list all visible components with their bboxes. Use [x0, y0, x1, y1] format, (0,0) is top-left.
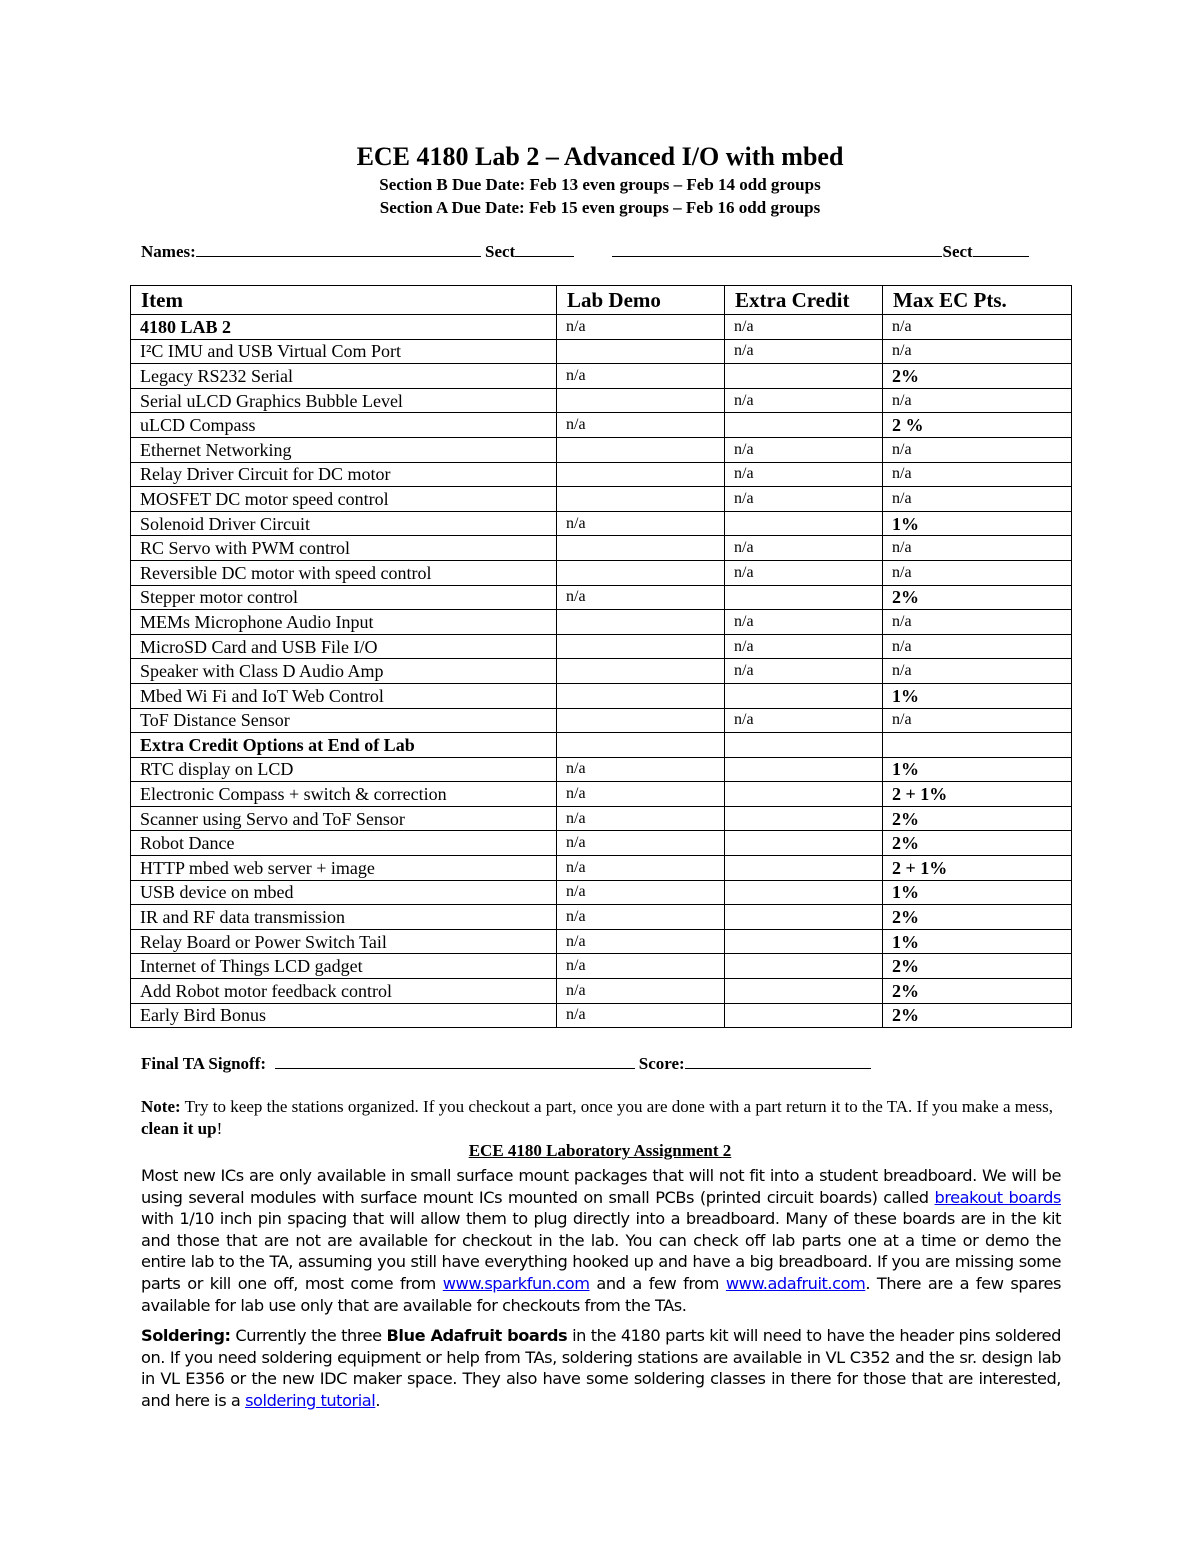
cell-item: MEMs Microphone Audio Input: [131, 610, 557, 635]
cell-max-ec-pts: n/a: [883, 634, 1072, 659]
cell-max-ec-pts: n/a: [883, 462, 1072, 487]
cell-item: Serial uLCD Graphics Bubble Level: [131, 388, 557, 413]
cell-extra-credit: [725, 585, 883, 610]
assignment-heading: ECE 4180 Laboratory Assignment 2: [468, 1141, 732, 1160]
cell-max-ec-pts: [883, 733, 1072, 758]
cell-lab-demo: [557, 462, 725, 487]
cell-item: Robot Dance: [131, 831, 557, 856]
cell-max-ec-pts: 2 + 1%: [883, 856, 1072, 881]
cell-extra-credit: n/a: [725, 388, 883, 413]
cell-item: Relay Driver Circuit for DC motor: [131, 462, 557, 487]
cell-max-ec-pts: n/a: [883, 437, 1072, 462]
cell-item: RTC display on LCD: [131, 757, 557, 782]
cell-extra-credit: [725, 1003, 883, 1028]
table-row: [131, 733, 1072, 758]
table-row: [131, 437, 1072, 462]
cell-max-ec-pts: 2%: [883, 831, 1072, 856]
header-lab-demo: Lab Demo: [557, 286, 725, 315]
cell-extra-credit: n/a: [725, 560, 883, 585]
score-label: Score:: [638, 1054, 685, 1073]
cell-lab-demo: [557, 610, 725, 635]
cell-item: Stepper motor control: [131, 585, 557, 610]
cell-extra-credit: n/a: [725, 536, 883, 561]
table-row: [131, 1003, 1072, 1028]
cell-max-ec-pts: 1%: [883, 929, 1072, 954]
cell-extra-credit: [725, 733, 883, 758]
checkoff-table: [130, 285, 1072, 1028]
cell-extra-credit: n/a: [725, 487, 883, 512]
cell-lab-demo: n/a: [557, 585, 725, 610]
table-row: [131, 659, 1072, 684]
ta-signoff-label: Final TA Signoff:: [141, 1054, 267, 1073]
table-row: [131, 364, 1072, 389]
table-row: [131, 708, 1072, 733]
table-row: [131, 979, 1072, 1004]
cell-item: I²C IMU and USB Virtual Com Port: [131, 339, 557, 364]
cell-item: RC Servo with PWM control: [131, 536, 557, 561]
note-paragraph: [141, 1096, 1061, 1140]
soldering-text-a: Currently the three: [230, 1326, 387, 1345]
cell-max-ec-pts: 2%: [883, 364, 1072, 389]
cell-extra-credit: [725, 757, 883, 782]
table-row: [131, 610, 1072, 635]
cell-extra-credit: [725, 856, 883, 881]
cell-lab-demo: n/a: [557, 831, 725, 856]
soldering-paragraph: [141, 1325, 1061, 1411]
header-extra-credit: Extra Credit: [725, 286, 883, 315]
table-row: [131, 462, 1072, 487]
soldering-label: Soldering:: [141, 1326, 231, 1345]
cell-extra-credit: n/a: [725, 339, 883, 364]
cell-lab-demo: n/a: [557, 782, 725, 807]
cell-lab-demo: [557, 683, 725, 708]
cell-item: Extra Credit Options at End of Lab: [131, 733, 557, 758]
breakout-boards-link[interactable]: breakout boards: [934, 1187, 1061, 1207]
cell-lab-demo: [557, 437, 725, 462]
cell-lab-demo: n/a: [557, 364, 725, 389]
sect-label-2: Sect: [942, 242, 973, 261]
cell-item: ToF Distance Sensor: [131, 708, 557, 733]
note-text: Try to keep the stations organized. If you checkout a part, once you are done with a part return it to the TA. If you make a mess,: [180, 1097, 1053, 1116]
cell-extra-credit: n/a: [725, 437, 883, 462]
table-row: [131, 634, 1072, 659]
cell-extra-credit: n/a: [725, 659, 883, 684]
cell-extra-credit: n/a: [725, 610, 883, 635]
cell-item: Add Robot motor feedback control: [131, 979, 557, 1004]
sect-label-1: Sect: [485, 242, 516, 261]
cell-item: Solenoid Driver Circuit: [131, 511, 557, 536]
table-row: [131, 339, 1072, 364]
cell-item: Relay Board or Power Switch Tail: [131, 929, 557, 954]
sect-blank-1: [515, 241, 574, 257]
note-end: !: [216, 1119, 223, 1138]
table-row: [131, 560, 1072, 585]
table-body: [131, 315, 1072, 1028]
cell-lab-demo: n/a: [557, 1003, 725, 1028]
intro-text-c: and a few from: [589, 1273, 726, 1293]
table-row: [131, 413, 1072, 438]
table-row: [131, 954, 1072, 979]
cell-max-ec-pts: 2%: [883, 905, 1072, 930]
blue-boards-emphasis: Blue Adafruit boards: [386, 1326, 568, 1345]
cell-item: Mbed Wi Fi and IoT Web Control: [131, 683, 557, 708]
cell-extra-credit: [725, 782, 883, 807]
cell-lab-demo: [557, 659, 725, 684]
cell-item: Scanner using Servo and ToF Sensor: [131, 806, 557, 831]
cell-extra-credit: [725, 413, 883, 438]
cell-max-ec-pts: 2 + 1%: [883, 782, 1072, 807]
cell-max-ec-pts: n/a: [883, 610, 1072, 635]
cell-item: Internet of Things LCD gadget: [131, 954, 557, 979]
cell-extra-credit: [725, 929, 883, 954]
due-date-section-a: Section A Due Date: Feb 15 even groups – Feb 16 odd groups: [379, 198, 821, 217]
cell-lab-demo: n/a: [557, 856, 725, 881]
name-blank-1: [196, 241, 481, 257]
page-title: ECE 4180 Lab 2 – Advanced I/O with mbed: [356, 142, 844, 171]
header-item: Item: [131, 286, 557, 315]
cell-max-ec-pts: 2%: [883, 1003, 1072, 1028]
cell-extra-credit: n/a: [725, 315, 883, 340]
cell-lab-demo: n/a: [557, 757, 725, 782]
cell-max-ec-pts: n/a: [883, 315, 1072, 340]
cell-extra-credit: [725, 954, 883, 979]
cell-item: uLCD Compass: [131, 413, 557, 438]
cell-extra-credit: [725, 683, 883, 708]
sparkfun-link[interactable]: www.sparkfun.com: [442, 1273, 590, 1293]
intro-paragraph: [141, 1165, 1061, 1316]
cell-extra-credit: [725, 831, 883, 856]
intro-text-d: . There are a few spares available for lab use only that are available for checkouts from the TAs.: [141, 1273, 1061, 1315]
table-row: [131, 856, 1072, 881]
table-row: [131, 806, 1072, 831]
cell-item: HTTP mbed web server + image: [131, 856, 557, 881]
cell-lab-demo: n/a: [557, 413, 725, 438]
due-date-section-b: Section B Due Date: Feb 13 even groups – Feb 14 odd groups: [379, 175, 821, 194]
cell-max-ec-pts: 1%: [883, 683, 1072, 708]
table-row: [131, 536, 1072, 561]
cell-max-ec-pts: n/a: [883, 536, 1072, 561]
table-row: [131, 388, 1072, 413]
note-label: Note:: [141, 1097, 181, 1116]
cell-item: Speaker with Class D Audio Amp: [131, 659, 557, 684]
cell-max-ec-pts: n/a: [883, 708, 1072, 733]
ta-signoff-line: [141, 1054, 871, 1074]
cell-item: MOSFET DC motor speed control: [131, 487, 557, 512]
table-row: [131, 757, 1072, 782]
cell-max-ec-pts: 2%: [883, 585, 1072, 610]
cell-extra-credit: [725, 806, 883, 831]
header-max-ec-pts: Max EC Pts.: [883, 286, 1072, 315]
soldering-text-b: in the 4180 parts kit will need to have the header pins soldered on. If you need soldering equipment or help from TAs, soldering stations are available in VL C352 and the sr. design lab in VL E356 or the new IDC maker space. They also have some soldering classes in there for those that are interested, and here is a: [141, 1326, 1062, 1410]
cell-max-ec-pts: 2 %: [883, 413, 1072, 438]
cell-item: MicroSD Card and USB File I/O: [131, 634, 557, 659]
table-row: [131, 831, 1072, 856]
soldering-tutorial-link[interactable]: soldering tutorial: [245, 1390, 376, 1410]
table-row: [131, 511, 1072, 536]
table-row: [131, 782, 1072, 807]
note-emphasis: clean it up: [141, 1119, 217, 1138]
ta-signoff-blank: [275, 1054, 635, 1069]
cell-lab-demo: n/a: [557, 929, 725, 954]
cell-item: Electronic Compass + switch & correction: [131, 782, 557, 807]
cell-lab-demo: [557, 560, 725, 585]
cell-max-ec-pts: n/a: [883, 560, 1072, 585]
sect-blank-2: [973, 241, 1029, 257]
table-header-row: [131, 286, 1072, 315]
cell-max-ec-pts: 1%: [883, 511, 1072, 536]
cell-extra-credit: n/a: [725, 708, 883, 733]
cell-lab-demo: n/a: [557, 806, 725, 831]
cell-max-ec-pts: 2%: [883, 979, 1072, 1004]
cell-lab-demo: n/a: [557, 315, 725, 340]
cell-max-ec-pts: n/a: [883, 659, 1072, 684]
intro-text-a: Most new ICs are only available in small surface mount packages that will not fit into a student breadboard. We will be using several modules with surface mount ICs mounted on small PCBs (printed circuit boards) called: [141, 1166, 1061, 1207]
cell-max-ec-pts: n/a: [883, 388, 1072, 413]
cell-lab-demo: n/a: [557, 905, 725, 930]
table-row: [131, 487, 1072, 512]
table-row: [131, 905, 1072, 930]
cell-lab-demo: [557, 487, 725, 512]
names-line: [141, 241, 1029, 262]
cell-lab-demo: [557, 708, 725, 733]
cell-max-ec-pts: 2%: [883, 954, 1072, 979]
cell-item: 4180 LAB 2: [131, 315, 557, 340]
table-row: [131, 929, 1072, 954]
cell-extra-credit: [725, 880, 883, 905]
adafruit-link[interactable]: www.adafruit.com: [725, 1273, 866, 1293]
cell-lab-demo: n/a: [557, 511, 725, 536]
cell-max-ec-pts: 2%: [883, 806, 1072, 831]
cell-item: Legacy RS232 Serial: [131, 364, 557, 389]
table-row: [131, 880, 1072, 905]
cell-extra-credit: n/a: [725, 634, 883, 659]
cell-item: Ethernet Networking: [131, 437, 557, 462]
cell-extra-credit: [725, 979, 883, 1004]
cell-lab-demo: [557, 339, 725, 364]
cell-lab-demo: n/a: [557, 954, 725, 979]
cell-item: IR and RF data transmission: [131, 905, 557, 930]
name-blank-2: [612, 241, 942, 257]
cell-lab-demo: n/a: [557, 880, 725, 905]
cell-lab-demo: [557, 634, 725, 659]
cell-extra-credit: [725, 511, 883, 536]
cell-max-ec-pts: n/a: [883, 339, 1072, 364]
intro-text-b: with 1/10 inch pin spacing that will allow them to plug directly into a breadboard. Many of these boards are in the kit and those that are not are available for checkout in the lab. You can check off lab parts one at a time or demo the entire lab to the TA, assuming you still have everything hooked up and have a big breadboard. If you are missing some parts or kill one off, most come from: [141, 1209, 1061, 1293]
cell-lab-demo: [557, 388, 725, 413]
cell-max-ec-pts: n/a: [883, 487, 1072, 512]
names-label: Names:: [141, 242, 196, 261]
cell-max-ec-pts: 1%: [883, 757, 1072, 782]
soldering-text-c: .: [375, 1390, 381, 1410]
cell-lab-demo: [557, 733, 725, 758]
score-blank: [685, 1054, 871, 1069]
table-row: [131, 585, 1072, 610]
cell-lab-demo: [557, 536, 725, 561]
cell-item: Early Bird Bonus: [131, 1003, 557, 1028]
cell-extra-credit: [725, 364, 883, 389]
cell-extra-credit: n/a: [725, 462, 883, 487]
table-row: [131, 683, 1072, 708]
cell-item: Reversible DC motor with speed control: [131, 560, 557, 585]
cell-lab-demo: n/a: [557, 979, 725, 1004]
cell-item: USB device on mbed: [131, 880, 557, 905]
cell-extra-credit: [725, 905, 883, 930]
cell-max-ec-pts: 1%: [883, 880, 1072, 905]
table-row: [131, 315, 1072, 340]
